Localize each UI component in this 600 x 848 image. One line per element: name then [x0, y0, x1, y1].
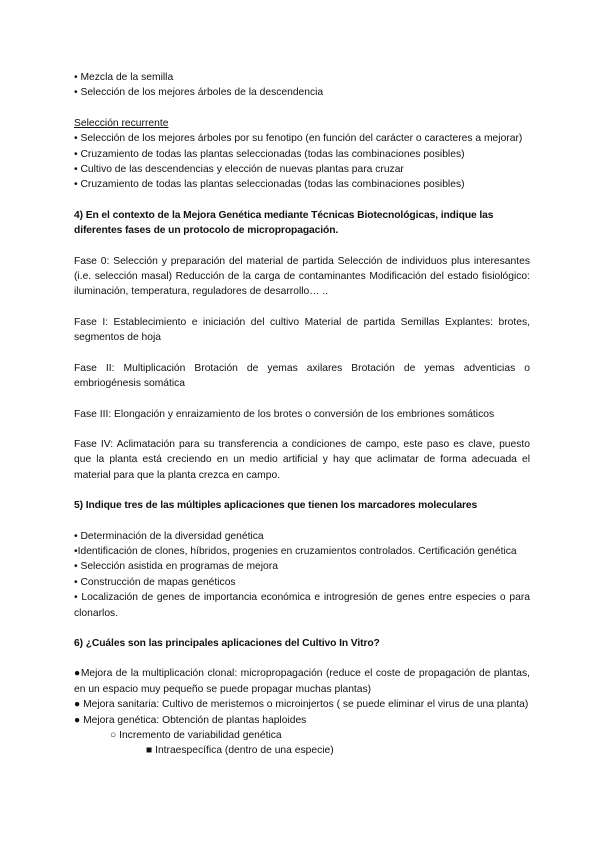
list-item: • Construcción de mapas genéticos: [74, 576, 236, 588]
paragraph-phase: Fase II: Multiplicación Brotación de yemas axilares Brotación de yemas adventicias o embriogénesis somática: [74, 362, 530, 390]
question-heading: 4) En el contexto de la Mejora Genética mediante Técnicas Biotecnológicas, indique las diferentes fases de un protocolo de micropropagación.: [74, 209, 494, 237]
list-item: • Cruzamiento de todas las plantas seleccionadas (todas las combinaciones posibles): [74, 179, 465, 191]
section-title: Selección recurrente: [74, 117, 169, 129]
list-item: ● Mejora genética: Obtención de plantas haploides: [74, 714, 307, 726]
list-item: • Selección asistida en programas de mejora: [74, 561, 278, 573]
paragraph-phase: Fase III: Elongación y enraizamiento de los brotes o conversión de los embriones somáticos: [74, 408, 495, 420]
sub-list-item: ○ Incremento de variabilidad genética: [110, 730, 282, 741]
document-body: [74, 70, 530, 759]
list-item: • Localización de genes de importancia económica e introgresión de genes entre especies o para clonarlos.: [74, 592, 530, 619]
sub-sub-list-item: ■ Intraespecífica (dentro de una especie): [146, 745, 334, 757]
list-item: • Selección de los mejores árboles por su fenotipo (en función del carácter o caracteres a mejorar): [74, 133, 523, 145]
paragraph-phase: Fase I: Establecimiento e iniciación del cultivo Material de partida Semillas Explantes: brotes, segmentos de hoja: [74, 316, 530, 344]
paragraph-phase: Fase 0: Selección y preparación del material de partida Selección de individuos plus interesantes (i.e. selección masal) Reducción de la carga de contaminantes Modificación del estado fisiológico: iluminación, temperatura, reguladores de desarrollo… ..: [74, 255, 530, 298]
list-item: • Determinación de la diversidad genética: [74, 530, 264, 542]
paragraph-phase: Fase IV: Aclimatación para su transferencia a condiciones de campo, este paso es clave, puesto que la planta está creciendo en un medio artificial y hay que aclimatar de forma adecuada el material para que la planta crezca en campo.: [74, 438, 530, 481]
list-item: •Identificación de clones, híbridos, progenies en cruzamientos controlados. Certificación genética: [74, 545, 517, 557]
question-heading: 6) ¿Cuáles son las principales aplicaciones del Cultivo In Vitro?: [74, 637, 380, 649]
question-heading: 5) Indique tres de las múltiples aplicaciones que tienen los marcadores moleculares: [74, 500, 478, 512]
list-item: • Mezcla de la semilla: [74, 72, 174, 83]
list-item: • Selección de los mejores árboles de la descendencia: [74, 87, 324, 99]
list-item: ● Mejora sanitaria: Cultivo de meristemos o microinjertos ( se puede eliminar el virus de una planta): [74, 699, 529, 711]
list-item: • Cultivo de las descendencias y elección de nuevas plantas para cruzar: [74, 164, 404, 176]
list-item: ●Mejora de la multiplicación clonal: micropropagación (reduce el coste de propagación de plantas, en un espacio muy pequeño se puede propagar muchas plantas): [74, 668, 530, 695]
list-item: • Cruzamiento de todas las plantas seleccionadas (todas las combinaciones posibles): [74, 148, 465, 160]
